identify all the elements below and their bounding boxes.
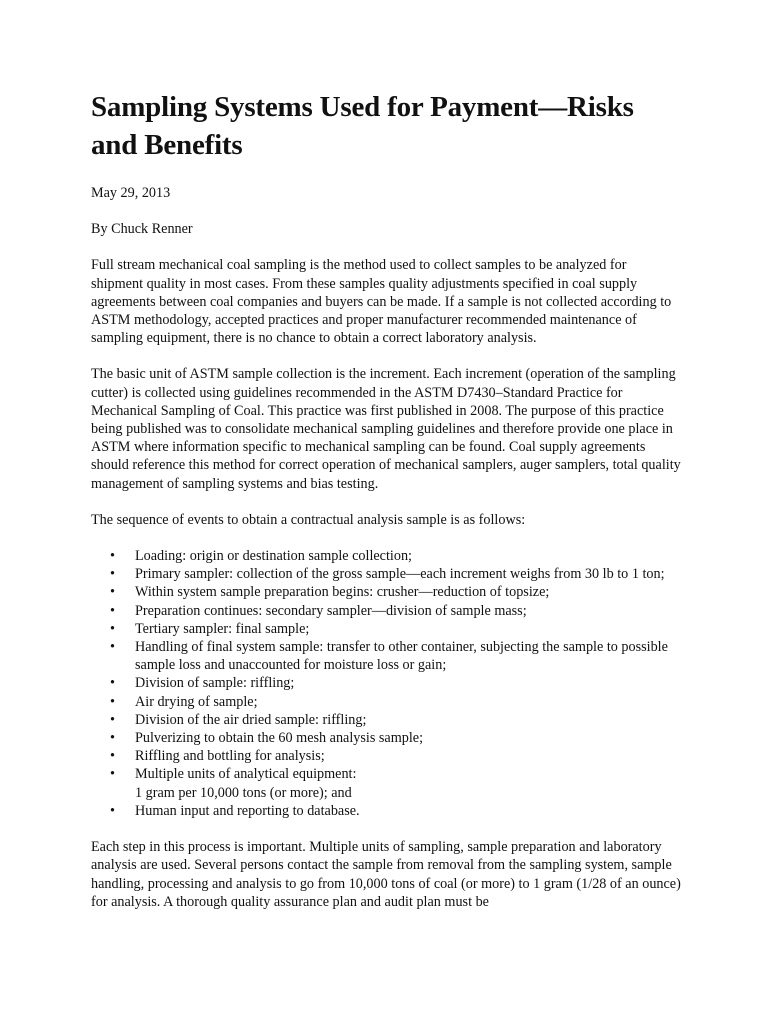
bullet: • bbox=[110, 620, 115, 637]
list-item: • Riffling and bottling for analysis; bbox=[110, 748, 325, 765]
article-date: May 29, 2013 bbox=[91, 185, 171, 201]
list-item: • Air drying of sample; bbox=[110, 693, 258, 710]
list-item: • Division of the air dried sample: riffling; bbox=[110, 711, 367, 728]
bullet: • bbox=[110, 748, 115, 765]
paragraph-closing: Each step in this process is important. Multiple units of sampling, sample preparation and laboratory analysis are used. Several persons contact the sample from removal from the sampling system, sample handling, processing and analysis to go from 10,000 tons of coal (or more) to 1 gram (1/28 of an ounce) for analysis. A thorough quality assurance plan and audit plan must be bbox=[91, 839, 681, 910]
list-item: • Division of sample: riffling; bbox=[110, 675, 295, 692]
paragraph-intro: Full stream mechanical coal sampling is the method used to collect samples to be analyzed for shipment quality in most cases. From these samples quality adjustments specified in coal supply agreements between coal companies and buyers can be made. If a sample is not collected according to ASTM methodology, accepted practices and proper manufacturer recommended maintenance of sampling equipment, there is no chance to obtain a correct laboratory analysis. bbox=[91, 257, 672, 347]
bullet: • bbox=[110, 602, 115, 619]
list-item: • Within system sample preparation begins: crusher—reduction of topsize; bbox=[110, 584, 550, 601]
bullet: • bbox=[110, 711, 115, 728]
paragraph-increment: The basic unit of ASTM sample collection is the increment. Each increment (operation of the sampling cutter) is collected using guidelines recommended in the ASTM D7430–Standard Practice for Mechanical Sampling of Coal. This practice was first published in 2008. The purpose of this practice being published was to consolidate mechanical sampling guidelines and therefore provide one place in ASTM where information specific to mechanical sampling can be found. Coal supply agreements should reference this method for correct operation of mechanical samplers, auger samplers, total quality management of sampling systems and bias testing. bbox=[91, 366, 681, 492]
article bbox=[91, 88, 681, 929]
bullet: • bbox=[110, 693, 115, 710]
list-item: • Primary sampler: collection of the gross sample—each increment weighs from 30 lb to 1 ton; bbox=[110, 566, 665, 583]
list-item: • Pulverizing to obtain the 60 mesh analysis sample; bbox=[110, 730, 424, 747]
bullet: • bbox=[110, 639, 115, 656]
list-item: • Loading: origin or destination sample collection; bbox=[110, 548, 412, 565]
bullet: • bbox=[110, 730, 115, 747]
sequence-list bbox=[91, 547, 681, 820]
list-item: • Human input and reporting to database. bbox=[110, 802, 360, 819]
list-item: • Tertiary sampler: final sample; bbox=[110, 620, 310, 637]
list-item: • Preparation continues: secondary sampler—division of sample mass; bbox=[110, 602, 527, 619]
list-item: • Handling of final system sample: transfer to other container, subjecting the sample to possible sample loss and unaccounted for moisture loss or gain; bbox=[110, 639, 668, 674]
bullet: • bbox=[110, 584, 115, 601]
list-item-subline: 1 gram per 10,000 tons (or more); and bbox=[135, 784, 352, 801]
list-item: • Multiple units of analytical equipment: 1 gram per 10,000 tons (or more); and bbox=[135, 765, 681, 801]
bullet: • bbox=[110, 548, 115, 565]
bullet: • bbox=[110, 675, 115, 692]
bullet: • bbox=[110, 802, 115, 819]
bullet: • bbox=[110, 766, 115, 783]
bullet: • bbox=[110, 566, 115, 583]
article-byline: By Chuck Renner bbox=[91, 221, 193, 238]
article-title: Sampling Systems Used for Payment—Risks and Benefits bbox=[91, 91, 634, 161]
paragraph-sequence-intro: The sequence of events to obtain a contractual analysis sample is as follows: bbox=[91, 511, 526, 528]
